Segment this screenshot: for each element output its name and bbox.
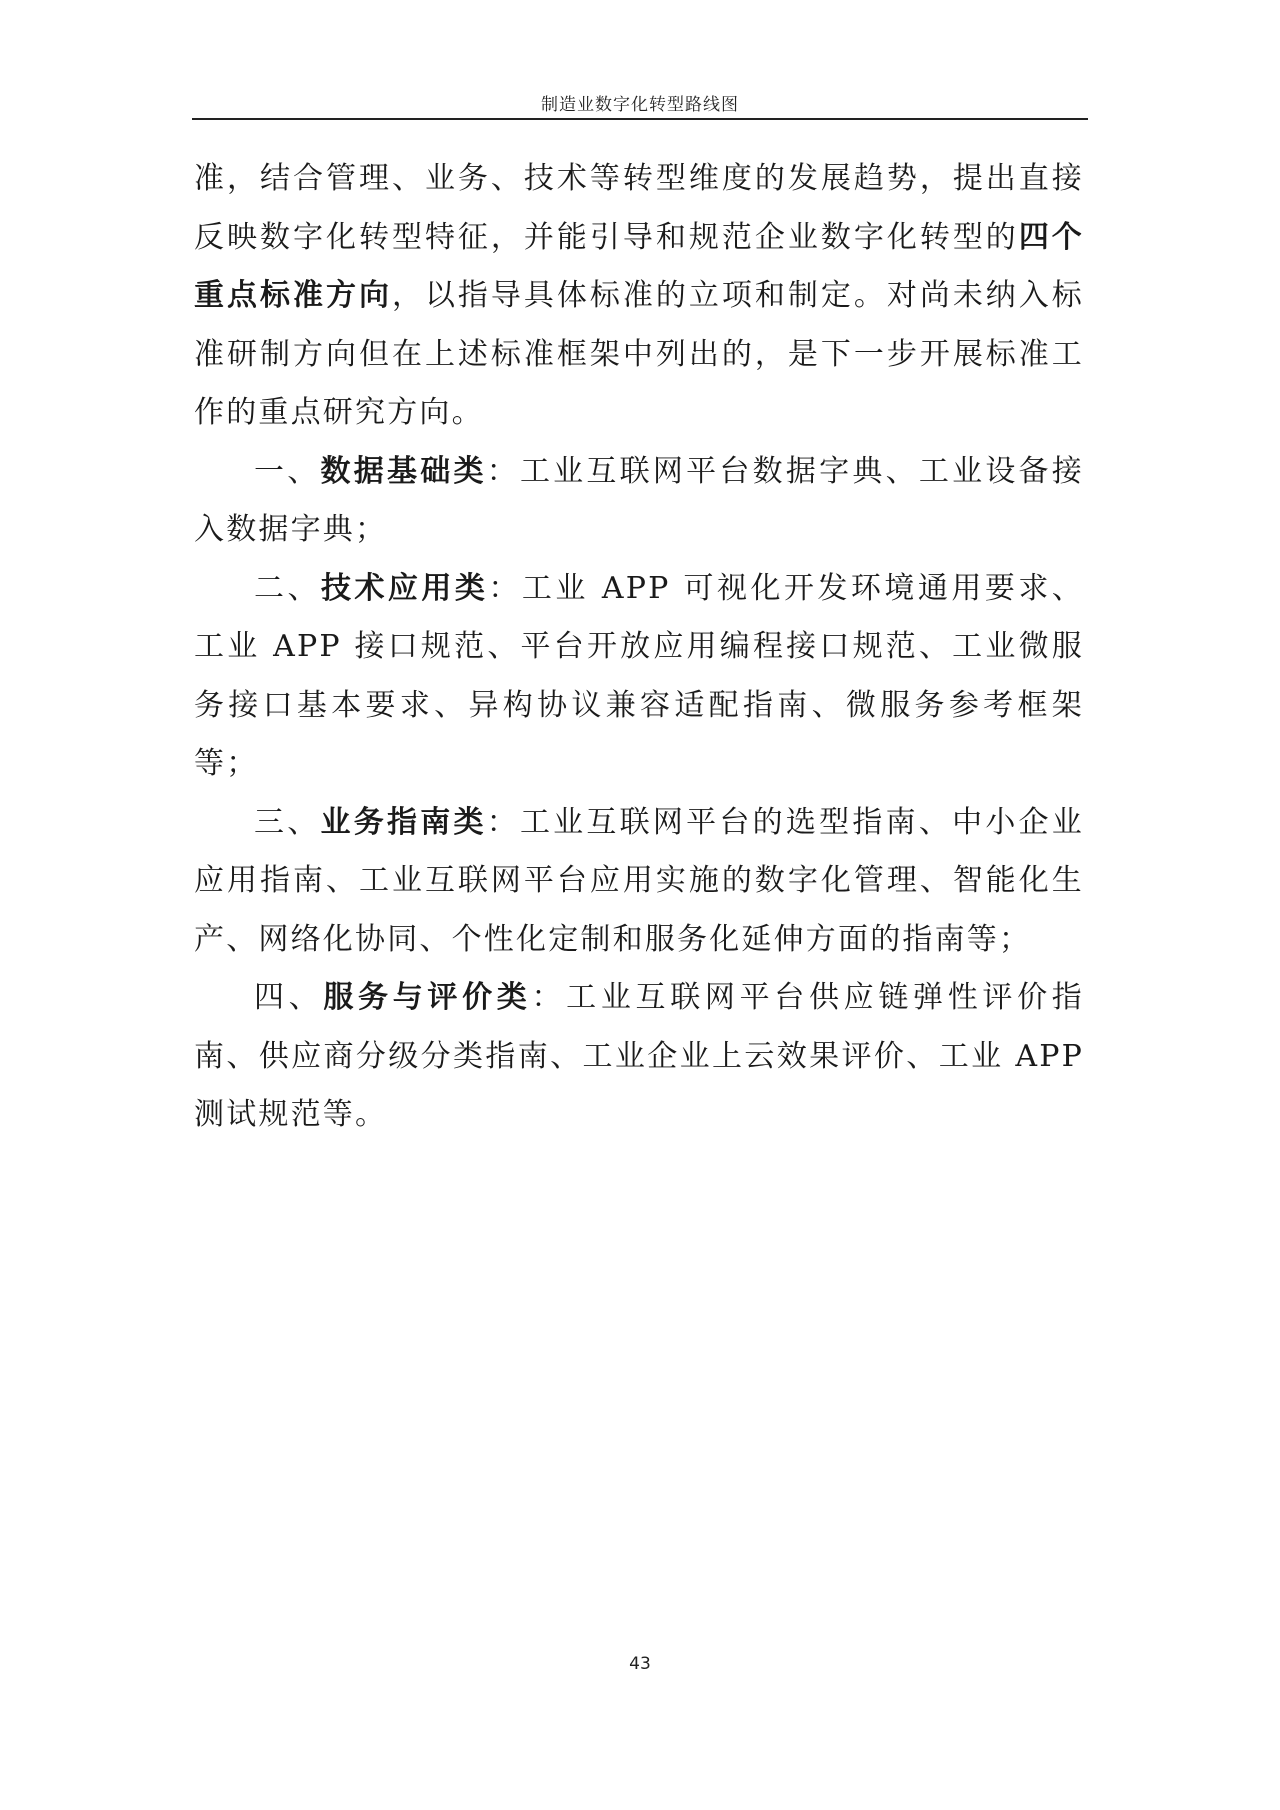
list-item-heading: 数据基础类 bbox=[320, 453, 487, 489]
list-item-text: ：工业互联网平台供应链弹性评价指南、供应商分级分类指南、工业企业上云效果评价、工业 APP 测试规范等。 bbox=[194, 980, 1084, 1132]
running-header-title: 制造业数字化转型路线图 bbox=[541, 95, 739, 115]
list-item-prefix: 四、 bbox=[254, 980, 324, 1015]
list-item-heading: 服务与评价类 bbox=[323, 980, 532, 1015]
list-item-prefix: 三、 bbox=[254, 804, 321, 840]
list-item-heading: 业务指南类 bbox=[320, 804, 487, 840]
intro-text-after: ，以指导具体标准的立项和制定。对尚未纳入标准研制方向但在上述标准框架中列出的，是下一步开展标准工作的重点研究方向。 bbox=[194, 278, 1084, 430]
list-item-prefix: 一、 bbox=[254, 453, 321, 489]
list-item-data-foundation bbox=[194, 443, 1084, 560]
page-number: 43 bbox=[629, 1654, 651, 1674]
list-item-heading: 技术应用类 bbox=[320, 570, 489, 606]
list-item-text: ：工业互联网平台的选型指南、中小企业应用指南、工业互联网平台应用实施的数字化管理、智能化生产、网络化协同、个性化定制和服务化延伸方面的指南等； bbox=[194, 804, 1084, 957]
list-item-business-guide bbox=[194, 794, 1084, 970]
list-item-prefix: 二、 bbox=[254, 570, 321, 606]
header-divider bbox=[192, 118, 1088, 120]
document-body bbox=[194, 150, 1084, 1145]
intro-paragraph bbox=[194, 150, 1084, 443]
list-item-text: ：工业互联网平台数据字典、工业设备接入数据字典； bbox=[194, 453, 1084, 547]
intro-text-before: 准，结合管理、业务、技术等转型维度的发展趋势，提出直接反映数字化转型特征，并能引导和规范企业数字化转型的 bbox=[194, 161, 1084, 255]
intro-bold-phrase: 四个重点标准方向 bbox=[194, 219, 1085, 313]
list-item-service-evaluation bbox=[194, 969, 1084, 1145]
list-item-text: ：工业 APP 可视化开发环境通用要求、工业 APP 接口规范、平台开放应用编程接口规范、工业微服务接口基本要求、异构协议兼容适配指南、微服务参考框架等； bbox=[194, 570, 1085, 781]
list-item-technology-application bbox=[194, 560, 1084, 794]
